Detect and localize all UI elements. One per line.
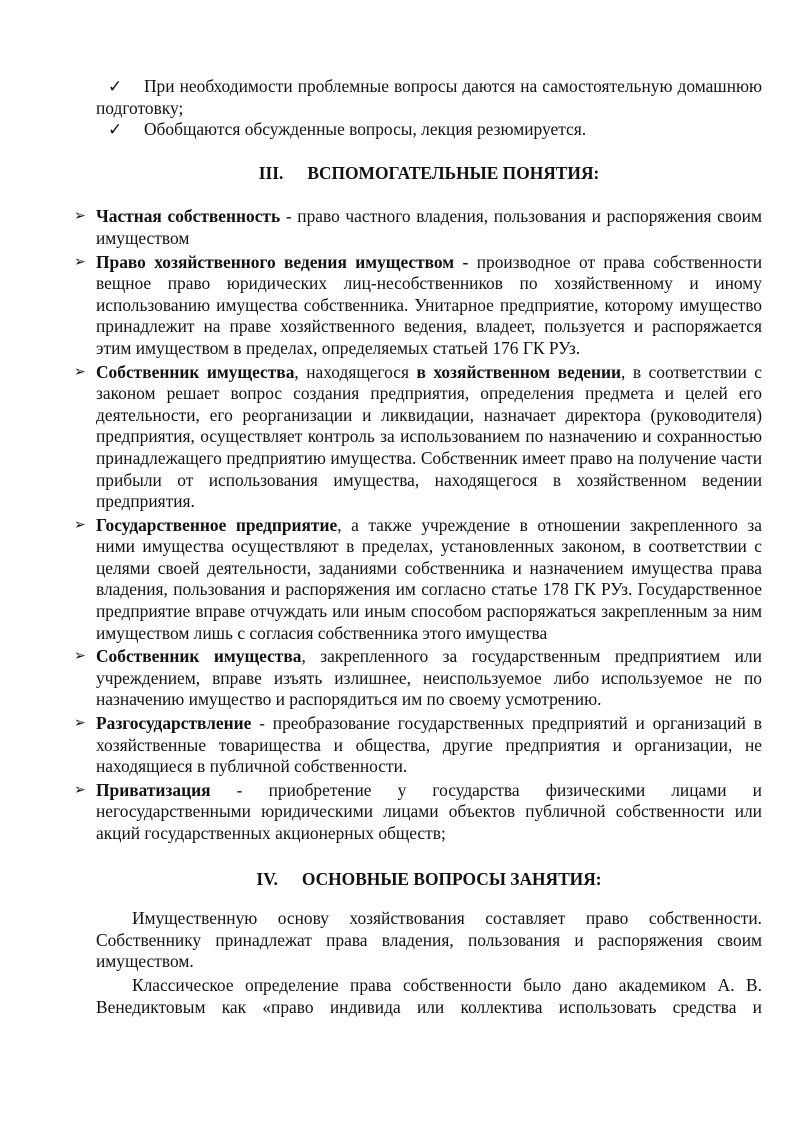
definition-term: Право хозяйственного ведения имуществом - <box>96 251 469 272</box>
checkmark-icon: ✓ <box>108 120 123 140</box>
arrow-bullet-icon: ➢ <box>74 209 86 225</box>
definition-text: закрепленного за государственным предприятием или учреждением, вправе изъять излишнее, неиспользуемое либо используемое не по назначению имущество и распорядиться им по своему усмотрению. <box>96 646 762 710</box>
definition-separator: - <box>280 206 298 227</box>
intro-item-text: При необходимости проблемные вопросы даются на самостоятельную домашнюю подготовку; <box>96 76 762 118</box>
arrow-bullet-icon: ➢ <box>74 517 86 533</box>
checkmark-icon: ✓ <box>108 77 123 96</box>
arrow-bullet-icon: ➢ <box>74 649 86 665</box>
intro-item-text: Обобщаются обсужденные вопросы, лекция резюмируется. <box>144 119 587 140</box>
definition-item <box>74 251 763 360</box>
definition-text: преобразование государственных предприятий и организаций в хозяйственные товарищества и общества, другие предприятия и организации, не находящиеся в публичной собственности. <box>96 713 762 777</box>
definition-text: производное от права собственности вещное право юридических лиц-несобственников по хозяйственному и иному использованию имущества собственника. Унитарное предприятие, которому имущество принадлежит на праве хозяйственного ведения, владеет, пользуется и распоряжается этим имуществом в пределах, определяемых статьей 176 ГК РУз. <box>96 251 763 358</box>
definition-item <box>74 779 762 845</box>
definition-term-secondary: в хозяйственном ведении <box>416 361 622 382</box>
body-paragraph: Классическое определение права собственности было дано академиком А. В. Венедиктовым как «право индивида или коллектива использовать средства и <box>96 974 762 1017</box>
section-number: III. <box>258 162 284 183</box>
definition-term: Приватизация <box>96 779 211 800</box>
definition-separator: , <box>337 514 352 535</box>
intro-item <box>96 76 762 119</box>
definition-text: право частного владения, пользования и распоряжения своим имуществом <box>96 206 762 248</box>
section-title: ВСПОМОГАТЕЛЬНЫЕ ПОНЯТИЯ: <box>307 162 600 183</box>
definition-text: а также учреждение в отношении закрепленного за ними имущества осуществляют в пределах, установленных законом, в соответствии с целями своей деятельности, заданиями собственника и назначением имущества права владения, пользования и распоряжения им согласно статье 178 ГК РУз. Государственное предприятие вправе отчуждать или иным способом распоряжаться закрепленным за ним имуществом лишь с согласия собственника этого имущества <box>96 514 762 643</box>
definition-term: Частная собственность <box>96 206 281 227</box>
definition-separator <box>468 252 476 272</box>
arrow-bullet-icon: ➢ <box>74 254 86 270</box>
section-heading-4 <box>96 869 762 891</box>
definition-separator: - <box>251 713 273 734</box>
definition-text: приобретение у государства физическими лицами и негосударственными юридическими лицами объектов публичной собственности или акций государственных акционерных обществ; <box>96 779 762 843</box>
arrow-bullet-icon: ➢ <box>74 782 86 798</box>
arrow-bullet-icon: ➢ <box>74 364 86 380</box>
body-paragraph: Имущественную основу хозяйствования составляет право собственности. Собственнику принадлежат права владения, пользования и распоряжения своим имуществом. <box>96 908 762 972</box>
intro-item <box>96 119 762 141</box>
definition-text: , в соответствии с законом решает вопрос создания предприятия, определения предмета и целей его деятельности, его реорганизации и ликвидации, назначает директора (руководителя) предприятия, осуществляет контроль за использованием по назначению и сохранностью принадлежащего предприятию имущества. Собственник имеет право на получение части прибыли от использования имущества, находящегося в хозяйственном ведении предприятия. <box>96 361 762 512</box>
definition-item <box>74 713 762 778</box>
definition-term: Собственник имущества <box>96 646 302 667</box>
definition-separator: , <box>301 646 321 667</box>
definition-item <box>74 646 762 711</box>
definition-separator: , находящегося <box>294 361 417 382</box>
section-title: ОСНОВНЫЕ ВОПРОСЫ ЗАНЯТИЯ: <box>301 868 602 889</box>
definition-item <box>74 361 762 513</box>
definition-term: Собственник имущества <box>96 361 295 382</box>
definition-separator: - <box>210 779 269 800</box>
document-content <box>74 76 763 1018</box>
section-heading-3 <box>96 163 762 185</box>
arrow-bullet-icon: ➢ <box>74 716 86 732</box>
definition-term: Государственное предприятие <box>96 514 338 535</box>
definition-term: Разгосударствление <box>96 713 252 734</box>
definition-item <box>74 206 762 249</box>
section-number: IV. <box>256 868 278 889</box>
definition-item <box>74 514 762 645</box>
